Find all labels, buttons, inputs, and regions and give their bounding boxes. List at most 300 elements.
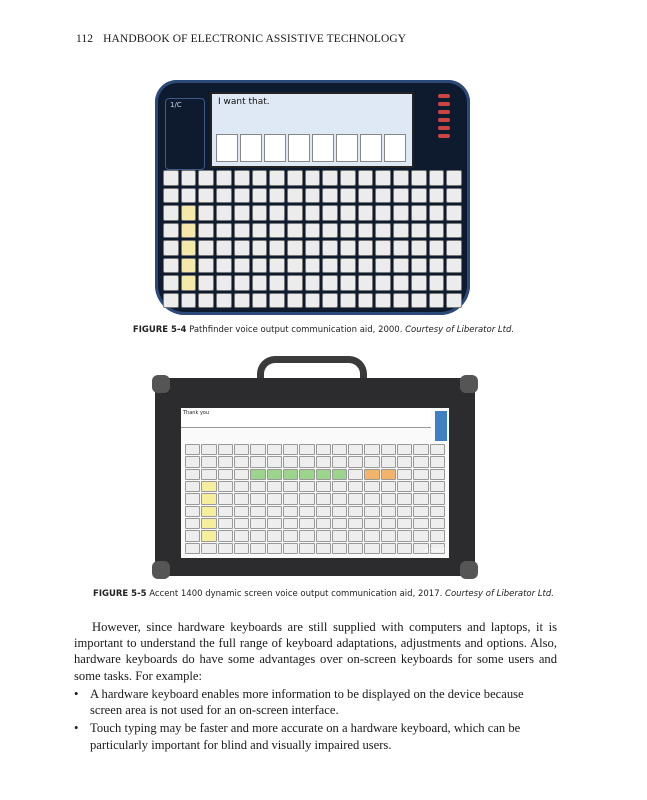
tablet-key — [218, 530, 233, 541]
tablet-key — [397, 469, 412, 480]
tablet-key — [316, 518, 331, 529]
tablet-key — [381, 506, 396, 517]
device-key — [163, 275, 179, 291]
device-key — [287, 170, 303, 186]
tablet-key — [234, 543, 249, 554]
tablet-key — [413, 530, 428, 541]
tablet-key — [299, 518, 314, 529]
device-key — [269, 205, 285, 221]
caption-text: Accent 1400 dynamic screen voice output communication aid, 2017. — [149, 589, 443, 599]
tablet-key — [185, 530, 200, 541]
device-key — [287, 188, 303, 204]
device-key — [163, 240, 179, 256]
device-key — [269, 258, 285, 274]
device-key — [429, 188, 445, 204]
device-key — [429, 240, 445, 256]
device-key — [269, 170, 285, 186]
tablet-key — [185, 481, 200, 492]
tablet-key — [430, 518, 445, 529]
device-key — [322, 240, 338, 256]
tablet-key — [218, 469, 233, 480]
tablet-key — [201, 481, 216, 492]
device-key — [287, 275, 303, 291]
tablet-key — [299, 506, 314, 517]
tablet-key — [250, 444, 265, 455]
tablet-bumper — [152, 375, 170, 393]
device-key — [393, 205, 409, 221]
device-key — [446, 188, 462, 204]
tablet-key — [381, 493, 396, 504]
device-key — [234, 275, 250, 291]
device-key — [252, 188, 268, 204]
device-key — [198, 275, 214, 291]
tablet-key — [381, 530, 396, 541]
device-key — [305, 240, 321, 256]
device-key — [181, 223, 197, 239]
device-key — [358, 170, 374, 186]
device-key — [411, 170, 427, 186]
tablet-key — [430, 493, 445, 504]
tablet-key — [201, 493, 216, 504]
tablet-key — [413, 469, 428, 480]
tablet-key — [283, 481, 298, 492]
device-key — [429, 170, 445, 186]
tablet-key — [218, 543, 233, 554]
side-buttons — [435, 411, 447, 441]
device-key — [252, 258, 268, 274]
figure-caption-5-5 — [0, 589, 647, 599]
device-key — [163, 293, 179, 309]
tablet-key — [332, 493, 347, 504]
tablet-key — [364, 444, 379, 455]
device-key — [269, 223, 285, 239]
device-key — [411, 205, 427, 221]
device-key — [322, 205, 338, 221]
tablet-key — [283, 469, 298, 480]
tablet-key — [267, 543, 282, 554]
tablet-key — [381, 543, 396, 554]
tablet-keyboard — [185, 444, 445, 554]
tablet-key — [283, 456, 298, 467]
brand-logo: Accent — [424, 547, 445, 554]
device-key — [358, 293, 374, 309]
tablet-key — [250, 456, 265, 467]
tablet-key — [218, 481, 233, 492]
tablet-key — [332, 481, 347, 492]
device-key — [216, 223, 232, 239]
tablet-key — [185, 469, 200, 480]
tablet-key — [316, 493, 331, 504]
tablet-key — [332, 506, 347, 517]
tablet-key — [234, 518, 249, 529]
tablet-key — [364, 456, 379, 467]
running-title: HANDBOOK OF ELECTRONIC ASSISTIVE TECHNOLOGY — [103, 33, 407, 45]
tablet-key — [185, 444, 200, 455]
tablet-key — [316, 444, 331, 455]
device-key — [252, 240, 268, 256]
device-key — [340, 240, 356, 256]
tablet-key — [250, 493, 265, 504]
device-key — [252, 170, 268, 186]
tablet-key — [332, 456, 347, 467]
tablet-key — [397, 530, 412, 541]
tablet-key — [364, 518, 379, 529]
tablet-key — [430, 481, 445, 492]
device-key — [287, 223, 303, 239]
device-key — [322, 170, 338, 186]
tablet-key — [397, 506, 412, 517]
tablet-screen — [181, 408, 449, 558]
tablet-key — [381, 518, 396, 529]
device-key — [411, 275, 427, 291]
tablet-key — [234, 481, 249, 492]
tablet-key — [234, 530, 249, 541]
tablet-key — [348, 543, 363, 554]
tablet-key — [267, 518, 282, 529]
bullet-list — [74, 686, 557, 755]
device-key — [216, 293, 232, 309]
tablet-key — [267, 444, 282, 455]
tablet-key — [267, 506, 282, 517]
tablet-key — [234, 493, 249, 504]
tablet-key — [250, 481, 265, 492]
device-key — [358, 240, 374, 256]
device-key — [446, 223, 462, 239]
device-key — [198, 223, 214, 239]
tablet-key — [413, 444, 428, 455]
tablet-key — [316, 481, 331, 492]
device-key — [393, 188, 409, 204]
device-key — [411, 293, 427, 309]
device-indicator-lights — [438, 94, 450, 164]
device-key — [429, 293, 445, 309]
device-key — [375, 205, 391, 221]
device-key — [393, 258, 409, 274]
device-key — [305, 293, 321, 309]
device-key — [322, 258, 338, 274]
device-key — [375, 223, 391, 239]
device-key — [216, 170, 232, 186]
device-key — [358, 223, 374, 239]
device-key — [234, 170, 250, 186]
tablet-key — [348, 444, 363, 455]
device-key — [216, 275, 232, 291]
tablet-key — [201, 444, 216, 455]
device-key — [198, 188, 214, 204]
screen-message: I want that. — [218, 97, 270, 107]
device-key — [269, 240, 285, 256]
tablet-key — [413, 506, 428, 517]
tablet-key — [381, 444, 396, 455]
tablet-key — [267, 493, 282, 504]
device-key — [269, 275, 285, 291]
tablet-key — [283, 493, 298, 504]
device-key — [181, 240, 197, 256]
tablet-key — [283, 518, 298, 529]
device-key — [305, 258, 321, 274]
device-key — [216, 188, 232, 204]
page-number: 112 — [76, 33, 94, 45]
tablet-key — [185, 518, 200, 529]
tablet-key — [348, 481, 363, 492]
caption-label: FIGURE 5-5 — [93, 589, 147, 599]
caption-text: Pathfinder voice output communication aid, 2000. — [189, 325, 403, 335]
tablet-key — [201, 543, 216, 554]
device-key — [252, 293, 268, 309]
device-key — [305, 223, 321, 239]
device-key — [198, 258, 214, 274]
tablet-key — [218, 518, 233, 529]
device-key — [411, 240, 427, 256]
device-key — [358, 205, 374, 221]
device-key — [269, 293, 285, 309]
tablet-key — [381, 456, 396, 467]
tablet-key — [283, 444, 298, 455]
device-key — [429, 275, 445, 291]
tablet-key — [250, 518, 265, 529]
device-key — [446, 293, 462, 309]
device-key — [375, 275, 391, 291]
tablet-key — [348, 518, 363, 529]
device-key — [234, 223, 250, 239]
device-key — [375, 188, 391, 204]
device-key — [305, 205, 321, 221]
figure-caption-5-4 — [0, 325, 647, 335]
device-left-panel — [165, 98, 205, 170]
body-paragraph — [74, 619, 557, 684]
tablet-key — [348, 456, 363, 467]
tablet-key — [430, 506, 445, 517]
list-item: • A hardware keyboard enables more information to be displayed on the device because screen area is not used for an on-screen interface. — [74, 686, 557, 718]
device-key — [163, 170, 179, 186]
screen-symbol-row — [216, 134, 406, 162]
tablet-key — [381, 469, 396, 480]
device-key — [340, 188, 356, 204]
device-key — [322, 223, 338, 239]
tablet-key — [348, 493, 363, 504]
device-key — [411, 188, 427, 204]
device-key — [446, 275, 462, 291]
tablet-key — [430, 444, 445, 455]
device-key — [340, 223, 356, 239]
device-key — [358, 258, 374, 274]
tablet-key — [397, 456, 412, 467]
device-key — [305, 170, 321, 186]
device-key — [252, 205, 268, 221]
device-key — [252, 223, 268, 239]
tablet-key — [250, 543, 265, 554]
device-body — [155, 80, 470, 315]
tablet-key — [218, 456, 233, 467]
device-key — [234, 293, 250, 309]
tablet-key — [299, 543, 314, 554]
device-key — [393, 275, 409, 291]
device-key — [287, 258, 303, 274]
accent-tablet-image — [155, 356, 475, 578]
device-key — [446, 258, 462, 274]
tablet-key — [397, 543, 412, 554]
device-key — [234, 240, 250, 256]
tablet-key — [267, 481, 282, 492]
tablet-key — [283, 530, 298, 541]
running-header — [76, 33, 406, 45]
tablet-key — [348, 530, 363, 541]
tablet-key — [316, 506, 331, 517]
device-key — [198, 293, 214, 309]
device-key — [234, 205, 250, 221]
tablet-key — [316, 469, 331, 480]
device-key — [216, 205, 232, 221]
tablet-key — [201, 469, 216, 480]
device-key — [234, 188, 250, 204]
device-key — [163, 205, 179, 221]
device-key — [322, 293, 338, 309]
device-keyboard — [163, 170, 462, 308]
tablet-bumper — [460, 375, 478, 393]
device-key — [181, 205, 197, 221]
device-key — [393, 293, 409, 309]
tablet-key — [348, 469, 363, 480]
tablet-key — [364, 469, 379, 480]
pathfinder-device-image — [155, 80, 470, 315]
tablet-key — [234, 456, 249, 467]
device-key — [163, 223, 179, 239]
device-key — [340, 275, 356, 291]
tablet-key — [316, 530, 331, 541]
device-key — [287, 240, 303, 256]
tablet-key — [267, 456, 282, 467]
tablet-key — [234, 506, 249, 517]
tablet-key — [381, 481, 396, 492]
tablet-key — [397, 518, 412, 529]
device-key — [375, 240, 391, 256]
device-key — [163, 188, 179, 204]
tablet-key — [364, 530, 379, 541]
tablet-key — [201, 456, 216, 467]
tablet-key — [299, 481, 314, 492]
tablet-key — [185, 506, 200, 517]
tablet-key — [267, 530, 282, 541]
tablet-key — [413, 481, 428, 492]
device-key — [252, 275, 268, 291]
tablet-key — [332, 530, 347, 541]
device-key — [429, 258, 445, 274]
tablet-key — [316, 543, 331, 554]
tablet-key — [430, 456, 445, 467]
device-key — [393, 223, 409, 239]
tablet-key — [218, 444, 233, 455]
device-key — [269, 188, 285, 204]
tablet-key — [218, 493, 233, 504]
device-key — [181, 293, 197, 309]
device-key — [446, 240, 462, 256]
tablet-key — [364, 506, 379, 517]
tablet-key — [299, 444, 314, 455]
tablet-key — [250, 469, 265, 480]
device-key — [181, 275, 197, 291]
device-key — [181, 258, 197, 274]
device-key — [429, 205, 445, 221]
device-key — [393, 170, 409, 186]
device-label: 1/C — [170, 101, 182, 109]
device-key — [393, 240, 409, 256]
paragraph-text: However, since hardware keyboards are still supplied with computers and laptops, it is important to understand the full range of keyboard adaptations, adjustments and options. Also, hardware keyboards do have some advantages over on-screen keyboards for some users and some tasks. For example: — [74, 620, 557, 683]
tablet-key — [267, 469, 282, 480]
tablet-key — [283, 543, 298, 554]
tablet-key — [413, 493, 428, 504]
tablet-key — [185, 456, 200, 467]
device-key — [340, 205, 356, 221]
list-item: • Touch typing may be faster and more accurate on a hardware keyboard, which can be particularly important for blind and visually impaired users. — [74, 720, 557, 752]
device-screen — [210, 92, 414, 168]
tablet-key — [430, 530, 445, 541]
device-key — [181, 170, 197, 186]
tablet-key — [413, 456, 428, 467]
device-key — [163, 258, 179, 274]
device-key — [181, 188, 197, 204]
device-key — [411, 223, 427, 239]
tablet-key — [332, 469, 347, 480]
device-key — [198, 240, 214, 256]
tablet-key — [185, 493, 200, 504]
tablet-key — [299, 493, 314, 504]
device-key — [198, 205, 214, 221]
device-key — [446, 170, 462, 186]
device-key — [375, 293, 391, 309]
tablet-key — [397, 444, 412, 455]
tablet-key — [201, 530, 216, 541]
message-bar: Thank you — [181, 408, 431, 428]
tablet-key — [185, 543, 200, 554]
tablet-key — [413, 518, 428, 529]
tablet-key — [348, 506, 363, 517]
tablet-key — [364, 493, 379, 504]
tablet-key — [250, 530, 265, 541]
tablet-key — [316, 456, 331, 467]
device-key — [305, 188, 321, 204]
tablet-body — [155, 378, 475, 576]
tablet-key — [234, 469, 249, 480]
device-key — [340, 258, 356, 274]
tablet-key — [299, 469, 314, 480]
device-key — [411, 258, 427, 274]
tablet-key — [364, 543, 379, 554]
tablet-key — [218, 506, 233, 517]
device-key — [446, 205, 462, 221]
tablet-key — [234, 444, 249, 455]
tablet-key — [299, 530, 314, 541]
tablet-key — [397, 481, 412, 492]
tablet-key — [201, 506, 216, 517]
tablet-key — [332, 518, 347, 529]
device-key — [358, 275, 374, 291]
device-key — [358, 188, 374, 204]
device-key — [216, 258, 232, 274]
device-key — [429, 223, 445, 239]
device-key — [198, 170, 214, 186]
device-key — [287, 205, 303, 221]
device-key — [375, 170, 391, 186]
tablet-key — [299, 456, 314, 467]
tablet-key — [201, 518, 216, 529]
device-key — [305, 275, 321, 291]
caption-credit: Courtesy of Liberator Ltd. — [445, 589, 554, 599]
device-key — [287, 293, 303, 309]
tablet-bumper — [152, 561, 170, 579]
device-key — [234, 258, 250, 274]
tablet-bumper — [460, 561, 478, 579]
tablet-key — [250, 506, 265, 517]
